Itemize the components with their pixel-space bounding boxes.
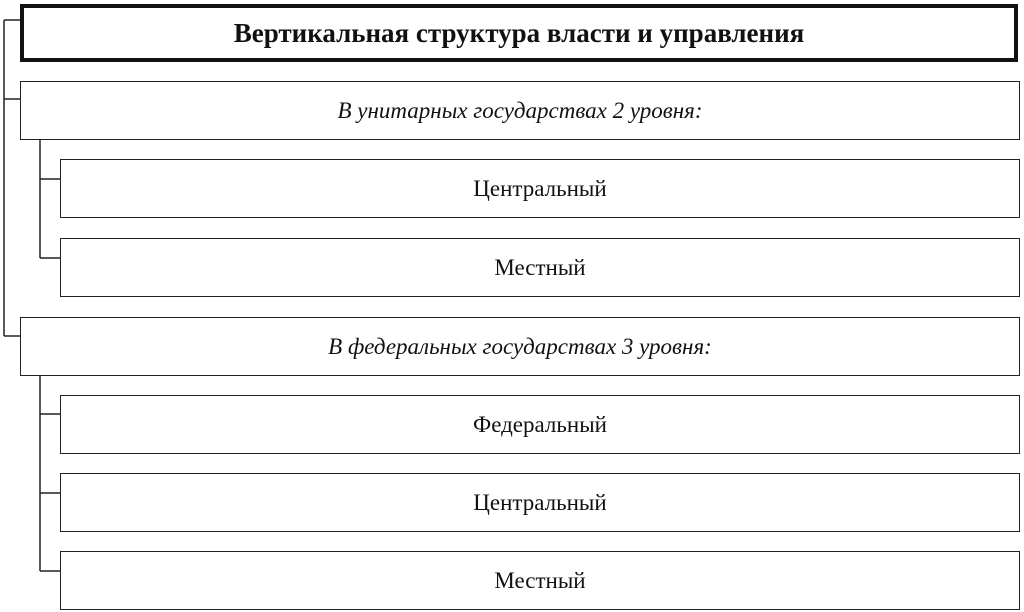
diagram-title-box [20,4,1018,62]
level-federal-central-box [60,473,1020,532]
group-unitary-label: В унитарных государствах 2 уровня: [337,97,703,123]
level-federal-federal-box [60,395,1020,454]
group-unitary-box [20,81,1020,140]
level-unitary-central-label: Центральный [473,175,607,201]
level-federal-local-box [60,551,1020,610]
level-unitary-local-label: Местный [494,254,586,280]
diagram-title: Вертикальная структура власти и управления [233,17,805,48]
level-federal-local-label: Местный [494,567,586,593]
group-federal-label: В федеральных государствах 3 уровня: [328,333,712,359]
group-federal-box [20,317,1020,376]
level-unitary-central-box [60,159,1020,218]
level-federal-central-label: Центральный [473,489,607,515]
level-federal-federal-label: Федеральный [473,411,607,437]
level-unitary-local-box [60,238,1020,297]
